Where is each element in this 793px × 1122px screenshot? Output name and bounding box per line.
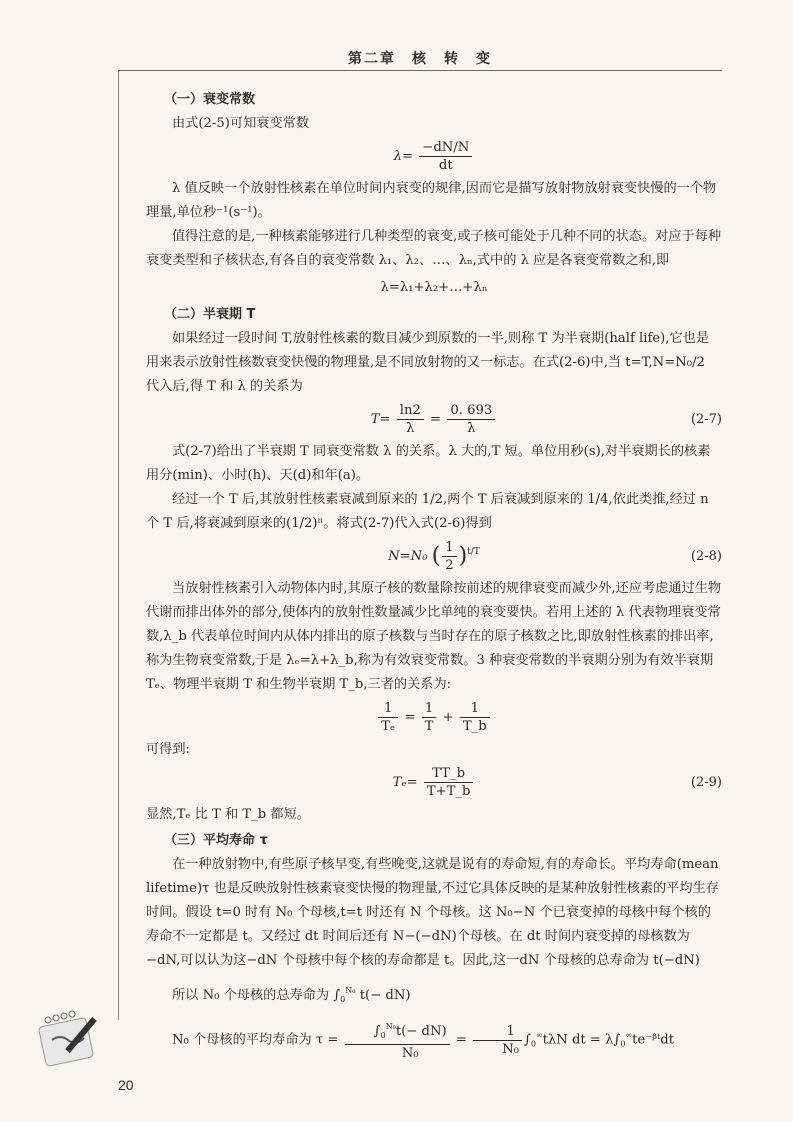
denominator: λ — [406, 421, 415, 436]
total-lifetime-line: 所以 N₀ 个母核的总寿命为 $\int_0^{N_0}$ t(− dN) — [172, 986, 411, 1004]
paragraph: λ 值反映一个放射性核素在单位时间内衰变的规律,因而它是描写放射物放射衰变快慢的一个物理量,单位秒⁻¹(s⁻¹)。 — [146, 181, 717, 220]
paragraph: 可得到: — [146, 742, 191, 757]
fraction — [345, 1018, 450, 1062]
equation-half-life-relation — [146, 700, 722, 735]
eq-lhs: Tₑ= — [392, 775, 418, 790]
denominator: Tₑ — [381, 719, 396, 734]
notebook-pen-icon — [34, 1000, 114, 1070]
integral-lower: 0 — [340, 995, 346, 1004]
equation-2-9 — [146, 765, 722, 800]
numerator: $\int_0^{N_0}t(- dN)$ — [345, 1018, 450, 1045]
denominator: dt — [438, 158, 453, 173]
equation-2-8 — [146, 539, 722, 574]
integral-upper: ∞ — [535, 1030, 543, 1040]
paragraph: 经过一个 T 后,其放射性核素衰减到原来的 1/2,两个 T 后衰减到原来的 1/4,依此类推,经过 n 个 T 后,将衰减到原来的(1/2)ⁿ。将式(2-7)代入式(2-6)得到 — [146, 492, 709, 531]
denominator: N₀ — [502, 1041, 519, 1057]
eq-lhs: N=N₀ — [388, 549, 428, 564]
denominator: T_b — [462, 719, 487, 734]
margin-rule — [118, 70, 119, 1020]
fraction — [378, 700, 398, 735]
fraction — [460, 700, 490, 735]
equals: = — [430, 412, 442, 427]
equation-sum-lambda: λ=λ₁+λ₂+…+λₙ — [380, 280, 488, 295]
paragraph: 值得注意的是,一种核素能够进行几种类型的衰变,或子核可能处于几种不同的状态。对应于每种衰变类型和子核状态,有各自的衰变常数 λ₁、λ₂、…、λₙ,式中的 λ 应是各衰变常数之和,即 — [146, 229, 722, 268]
numerator: 1 — [378, 700, 398, 718]
integral-lower: 0 — [620, 1039, 626, 1049]
numerator: 1 — [422, 700, 437, 718]
numerator: 0. 693 — [447, 402, 495, 420]
integral-lower: 0 — [530, 1039, 536, 1049]
running-header — [118, 44, 722, 71]
line-prefix: N₀ 个母核的平均寿命为 τ = — [172, 1032, 339, 1048]
fraction — [419, 139, 472, 174]
integrand: tλN dt = λ — [542, 1032, 614, 1048]
fraction — [424, 765, 474, 800]
numerator: TT_b — [424, 765, 474, 783]
denominator: 2 — [445, 558, 454, 573]
fraction — [422, 700, 437, 735]
integral-upper: N₀ — [385, 1022, 396, 1031]
right-paren: ) — [458, 543, 468, 569]
paragraph: 式(2-7)给出了半衰期 T 同衰变常数 λ 的关系。λ 大的,T 短。单位用秒(s),对半衰期长的核素用分(min)、小时(h)、天(d)和年(a)。 — [146, 444, 711, 483]
paragraph: 如果经过一段时间 T,放射性核素的数目减少到原数的一半,则称 T 为半衰期(half life),它也是用来表示放射性核数衰变快慢的物理量,是不同放射物的又一标志。在式(2-6)中,当 t=T,N=N₀/2 代入后,得 T 和 λ 的关系为 — [146, 331, 710, 394]
left-paren: ( — [431, 543, 441, 569]
fraction — [473, 1023, 522, 1058]
chapter-title: 第二章 核 转 变 — [348, 51, 492, 67]
numerator: 1 — [460, 700, 490, 718]
exponent: t/T — [467, 547, 480, 557]
denominator: T — [424, 719, 434, 734]
equals: = — [455, 1032, 467, 1048]
numerator: 1 — [473, 1023, 522, 1041]
equation-2-7 — [146, 402, 722, 437]
numerator: −dN/N — [419, 139, 472, 157]
section-heading-half-life: （二）半衰期 T — [164, 307, 256, 322]
page-body — [146, 86, 722, 1062]
paragraph: 在一种放射物中,有些原子核早变,有些晚变,这就是说有的寿命短,有的寿命长。平均寿命(mean lifetime)τ 也是反映放射性核素衰变快慢的物理量,不过它具体反映的是某种放射性核素的平均生存时间。假设 t=0 时有 N₀ 个母核,t=t 时还有 N 个母核。这 N₀−N 个已衰变掉的母核中每个核的寿命不一定都是 t。又经过 dt 时间后还有 N−(−dN)个母核。在 dt 时间内衰变掉的母核数为−dN,可以认为这−dN 个母核中每个核的寿命都是 t。因此,这一dN 个母核的总寿命为 t(−dN) — [146, 857, 719, 968]
paragraph: 当放射性核素引入动物体内时,其原子核的数量除按前述的规律衰变而减少外,还应考虑通过生物代谢而排出体外的部分,使体内的放射性数量减少比单纯的衰变要快。若用上述的 λ 代表物理衰变常数,λ_b 代表单位时间内从体内排出的原子核数与当时存在的原子核数之比,即放射性核素的排出率,称为生物衰变常数,于是 λₑ=λ+λ_b,称为有效衰变常数。3 种衰变常数的半衰期分别为有效半衰期 Tₑ、物理半衰期 T 和生物半衰期 T_b,三者的关系为: — [146, 581, 722, 692]
integrand: te⁻ᵝᵗdt — [632, 1032, 674, 1048]
denominator: T+T_b — [426, 784, 471, 799]
integral-upper: N₀ — [345, 986, 356, 995]
fraction — [397, 402, 424, 437]
equation-number: (2-8) — [690, 548, 722, 564]
paragraph: 由式(2-5)可知衰变常数 — [172, 116, 310, 131]
eq-lhs: λ= — [393, 149, 414, 164]
integral-upper: ∞ — [625, 1030, 633, 1040]
plus: + — [442, 710, 454, 725]
section-heading-decay-constant: （一）衰变常数 — [164, 92, 256, 107]
equation-number: (2-9) — [690, 774, 722, 790]
integrand: t(− dN) — [395, 1024, 447, 1039]
paragraph: 显然,Tₑ 比 T 和 T_b 都短。 — [146, 807, 310, 822]
fraction — [447, 402, 495, 437]
denominator: N₀ — [401, 1046, 419, 1061]
fraction — [442, 539, 456, 574]
numerator: ln2 — [397, 402, 424, 420]
eq-lhs: T= — [370, 412, 391, 427]
integral-lower: 0 — [380, 1031, 386, 1040]
integrand: t(− dN) — [359, 988, 411, 1003]
equation-decay-constant — [146, 139, 722, 174]
denominator: λ — [467, 421, 476, 436]
section-heading-mean-lifetime: （三）平均寿命 τ — [164, 833, 268, 848]
equation-number: (2-7) — [690, 411, 722, 427]
numerator: 1 — [442, 539, 456, 557]
equals: = — [404, 710, 416, 725]
mean-lifetime-line: N₀ 个母核的平均寿命为 τ = $\frac{\int_0^{N_0}t(- dN)}{\text{N₀}}$ = $\frac{1}{\text{N₀}}$ $\int_0^\infty t\lambda N$ dt = $\lambda\int_0^\infty te^-ᵝᵗdt$ — [146, 1018, 722, 1062]
page-number: 20 — [118, 1077, 134, 1093]
line-prefix: 所以 N₀ 个母核的总寿命为 — [172, 988, 330, 1003]
